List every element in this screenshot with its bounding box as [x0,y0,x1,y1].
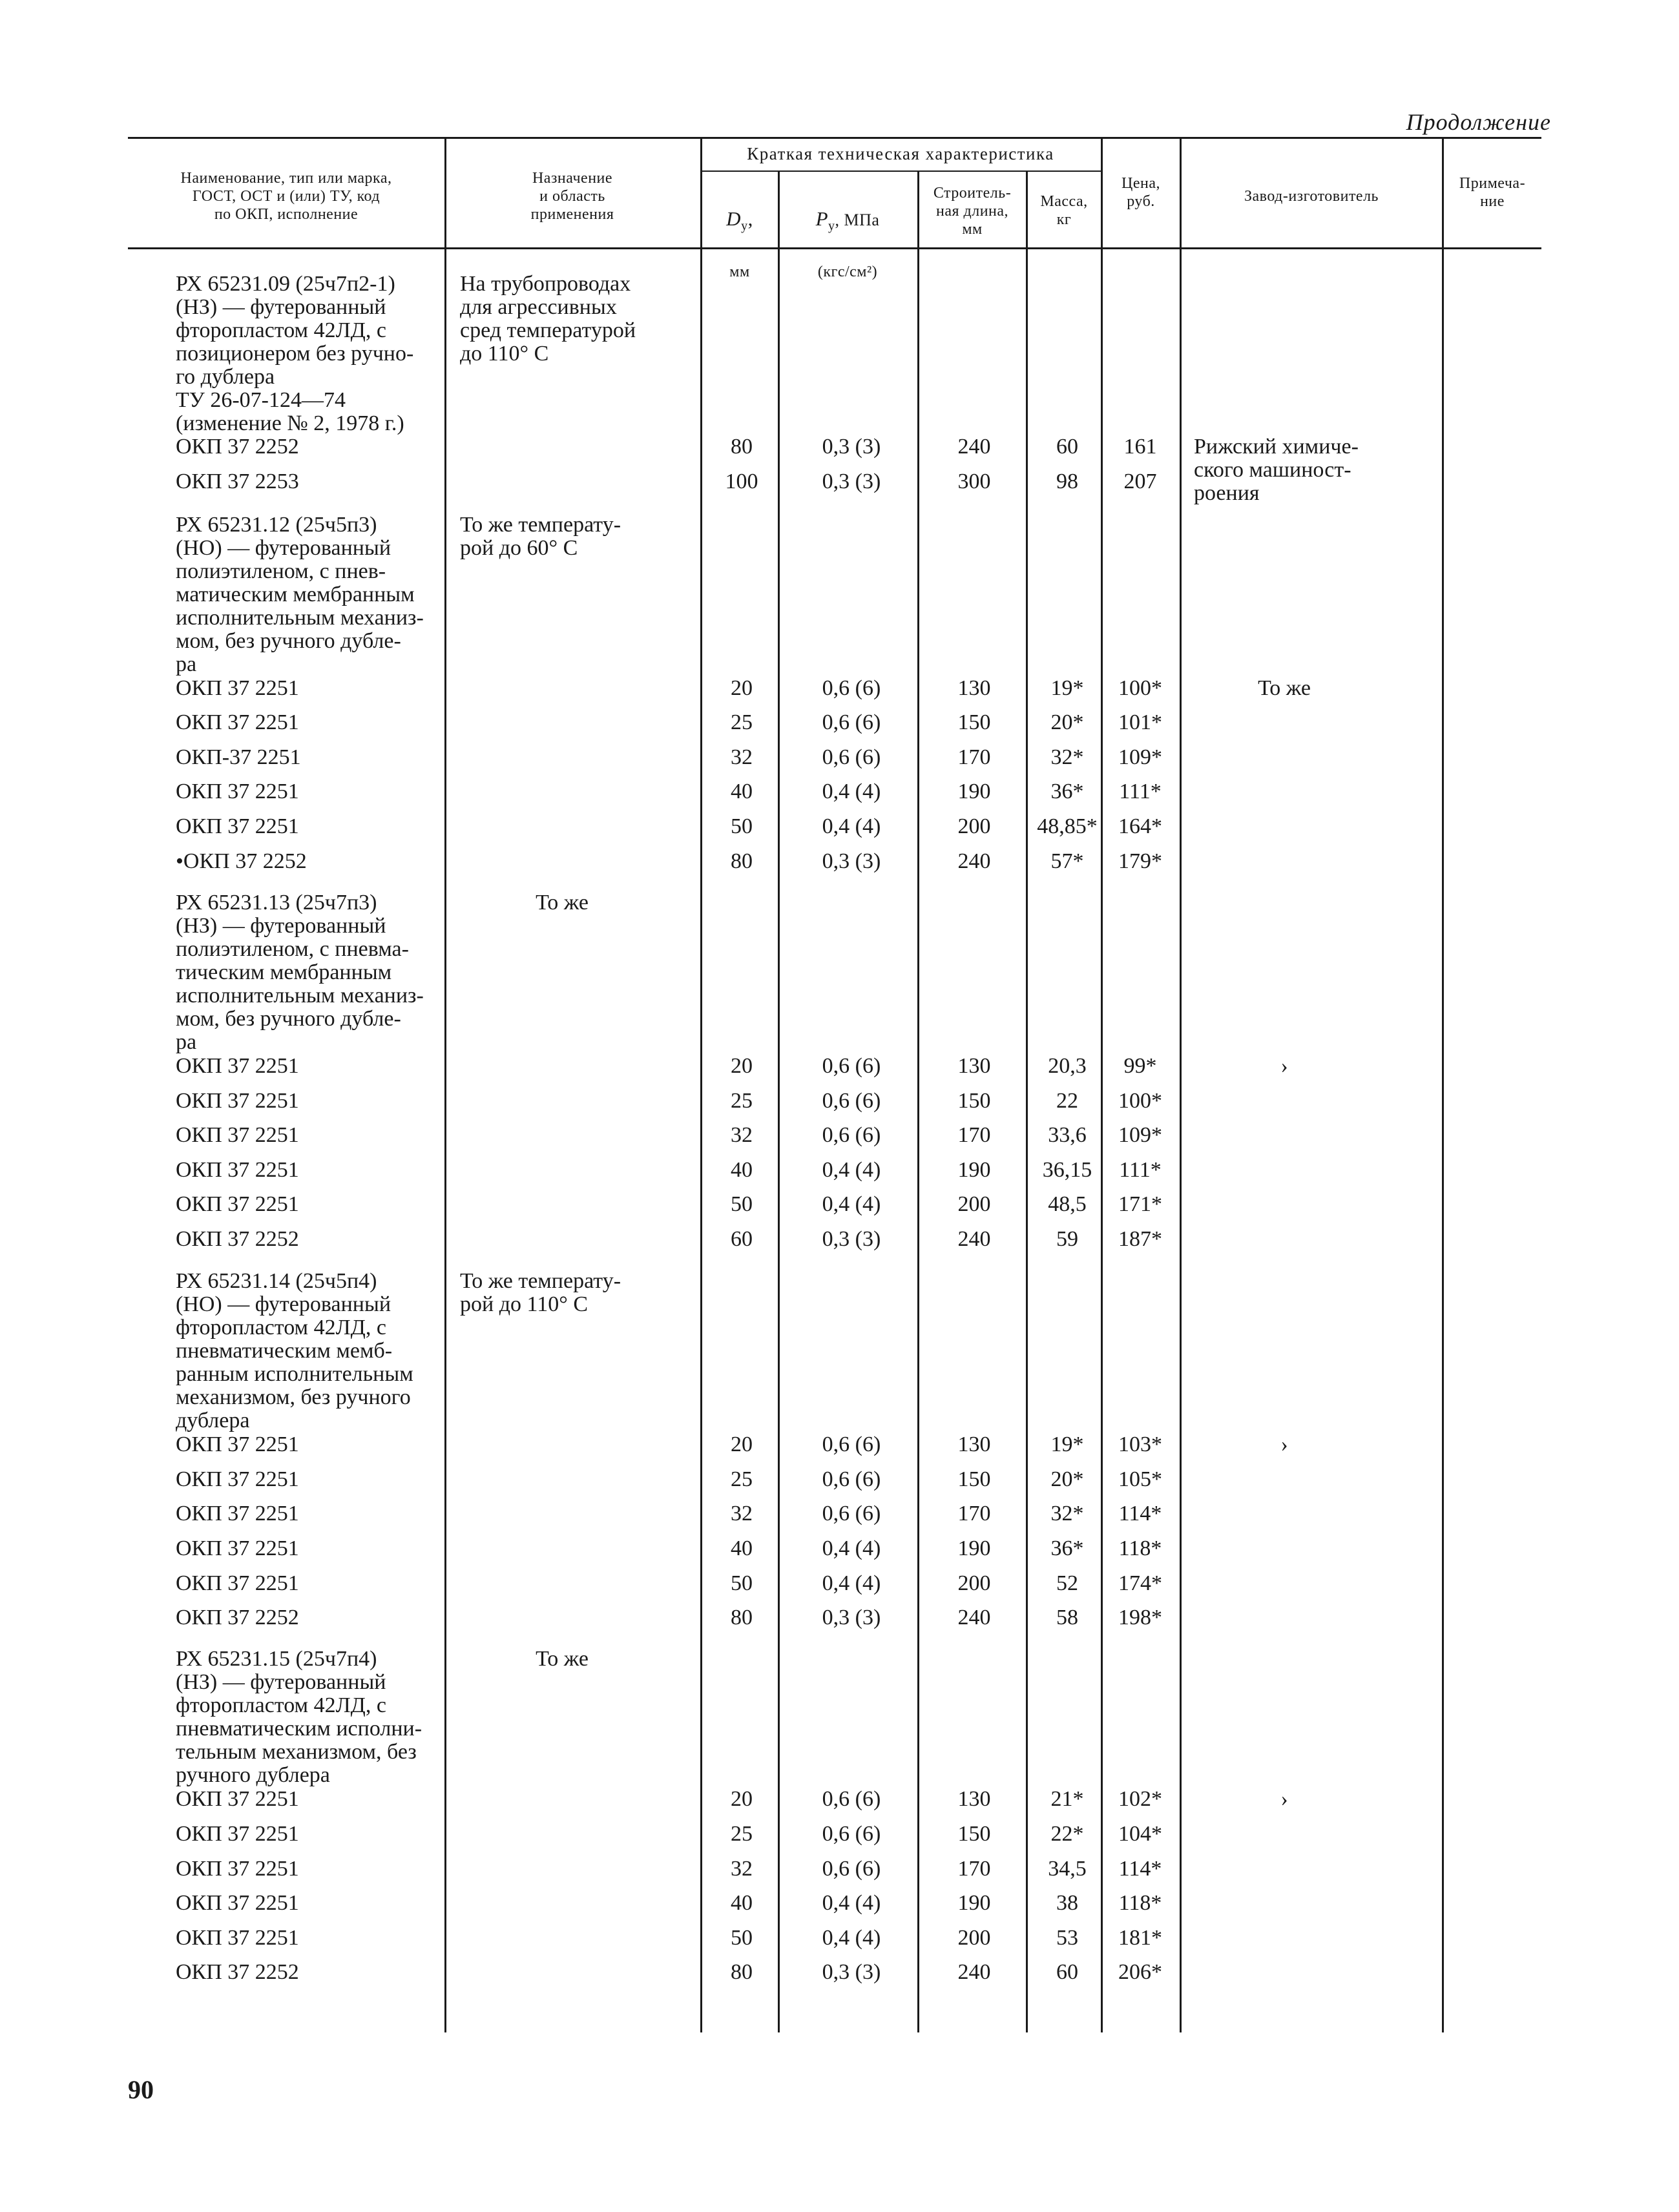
purpose-line: То же температу- [460,513,621,537]
column-divider [1442,137,1444,2032]
dy-value: 40 [731,1891,753,1915]
price-value: 102* [1118,1787,1162,1811]
mass-value: 48,85* [1037,814,1098,838]
price-value: 207 [1123,470,1157,493]
py-value: 0,6 (6) [822,1123,881,1147]
mass-value: 34,5 [1048,1857,1087,1881]
item-description-line: пневматическим исполни- [176,1717,422,1741]
dy-value: 20 [731,1787,753,1811]
price-value: 206* [1118,1960,1162,1984]
plant-value: То же [1258,676,1311,700]
dy-value: 32 [731,1123,753,1147]
okp-code: ОКП 37 2251 [176,1857,299,1881]
header-purpose: Назначение и область применения [530,170,614,223]
item-description-line: (изменение № 2, 1978 г.) [176,411,404,435]
okp-code: ОКП 37 2251 [176,1432,299,1456]
length-value: 170 [957,1857,991,1881]
okp-code: ОКП 37 2251 [176,1787,299,1811]
header-py [816,186,880,283]
column-divider [1026,171,1028,2032]
okp-code: ОКП 37 2251 [176,1158,299,1182]
length-value: 150 [957,1822,991,1846]
okp-code: ОКП 37 2252 [176,435,299,459]
item-description-line: полиэтиленом, с пнев- [176,559,386,583]
plant-value: › [1280,1432,1288,1456]
py-value: 0,4 (4) [822,1571,881,1595]
purpose-line: до 110° С [460,342,549,366]
item-description-line: РХ 65231.13 (25ч7п3) [176,891,377,915]
purpose-line: То же [536,1647,589,1671]
mass-value: 22* [1050,1822,1084,1846]
price-value: 105* [1118,1467,1162,1491]
header-price: Цена, руб. [1121,175,1160,210]
okp-code: ОКП 37 2251 [176,1571,299,1595]
py-value: 0,6 (6) [822,1787,881,1811]
py-value: 0,6 (6) [822,745,881,769]
length-value: 190 [957,1158,991,1182]
item-description-line: позиционером без ручно- [176,342,414,366]
py-unit-kgf: (кгс/см²) [817,264,878,281]
okp-code: ОКП 37 2251 [176,1467,299,1491]
item-description-line: (НЗ) — футерованный [176,1670,386,1694]
mass-value: 19* [1050,676,1084,700]
dy-value: 32 [731,1502,753,1525]
dy-value: 40 [731,780,753,803]
item-description-line: фторопластом 42ЛД, с [176,1316,386,1339]
okp-code: ОКП 37 2251 [176,1123,299,1147]
py-subscript: у [828,219,835,234]
mass-value: 53 [1056,1926,1078,1950]
dy-value: 100 [725,470,758,493]
item-description-line: РХ 65231.12 (25ч5п3) [176,513,377,537]
price-value: 174* [1118,1571,1162,1595]
mass-value: 20* [1050,1467,1084,1491]
mass-value: 59 [1056,1227,1078,1251]
plant-line: роения [1194,481,1260,505]
py-value: 0,4 (4) [822,1926,881,1950]
price-value: 111* [1119,780,1162,803]
column-divider [778,171,780,2032]
py-value: 0,3 (3) [822,849,881,873]
length-value: 200 [957,1571,991,1595]
mass-value: 36,15 [1042,1158,1092,1182]
length-value: 130 [957,1054,991,1078]
dy-value: 20 [731,1054,753,1078]
header-note: Примеча- ние [1459,175,1526,210]
dy-unit: мм [729,264,750,281]
length-value: 130 [957,1432,991,1456]
mass-value: 98 [1056,470,1078,493]
dy-value: 80 [731,1960,753,1984]
page-number: 90 [128,2075,154,2104]
length-value: 170 [957,745,991,769]
py-value: 0,6 (6) [822,1502,881,1525]
dy-symbol: D [726,207,742,230]
mass-value: 58 [1056,1606,1078,1629]
length-value: 150 [957,1089,991,1113]
mass-value: 20* [1050,710,1084,734]
price-value: 171* [1118,1192,1162,1216]
price-value: 101* [1118,710,1162,734]
okp-code: ОКП 37 2251 [176,676,299,700]
item-description-line: (НЗ) — футерованный [176,295,386,319]
okp-code: ОКП 37 2252 [176,1606,299,1629]
item-description-line: фторопластом 42ЛД, с [176,318,386,342]
length-value: 200 [957,1192,991,1216]
column-divider [917,171,919,2032]
dy-value: 20 [731,1432,753,1456]
py-value: 0,4 (4) [822,814,881,838]
mass-value: 36* [1050,1536,1084,1560]
item-description-line: (НЗ) — футерованный [176,914,386,938]
item-description-line: матическим мембранным [176,583,415,606]
length-value: 130 [957,676,991,700]
header-length: Строитель- ная длина, мм [933,185,1012,238]
price-value: 181* [1118,1926,1162,1950]
length-value: 200 [957,1926,991,1950]
item-description-line: ТУ 26-07-124—74 [176,388,346,412]
mass-value: 19* [1050,1432,1084,1456]
py-value: 0,3 (3) [822,470,881,493]
py-value: 0,3 (3) [822,435,881,459]
py-value: 0,6 (6) [822,676,881,700]
length-value: 240 [957,1606,991,1629]
table-top-rule [128,137,1541,139]
item-description-line: полиэтиленом, с пневма- [176,937,409,961]
mass-value: 57* [1050,849,1084,873]
price-value: 99* [1123,1054,1157,1078]
py-value: 0,6 (6) [822,1432,881,1456]
okp-code: ОКП 37 2251 [176,710,299,734]
purpose-line: рой до 60° С [460,536,578,560]
dy-value: 25 [731,1089,753,1113]
okp-code: •ОКП 37 2252 [176,849,307,873]
okp-code: ОКП 37 2251 [176,1926,299,1950]
okp-code: ОКП 37 2251 [176,1192,299,1216]
py-value: 0,3 (3) [822,1960,881,1984]
item-description-line: ра [176,652,197,676]
item-description-line: исполнительным механиз- [176,984,424,1008]
length-value: 240 [957,849,991,873]
py-value: 0,6 (6) [822,1822,881,1846]
item-description-line: пневматическим мемб- [176,1339,393,1363]
column-divider [1180,137,1182,2032]
okp-code: ОКП 37 2251 [176,814,299,838]
length-value: 240 [957,1960,991,1984]
okp-code: ОКП 37 2251 [176,1822,299,1846]
column-divider [1101,137,1103,2032]
length-value: 240 [957,1227,991,1251]
dy-value: 80 [731,849,753,873]
mass-value: 33,6 [1048,1123,1087,1147]
dy-value: 50 [731,1926,753,1950]
item-description-line: механизмом, без ручного [176,1385,411,1409]
item-description-line: тельным механизмом, без [176,1740,417,1764]
py-value: 0,6 (6) [822,1467,881,1491]
price-value: 100* [1118,676,1162,700]
okp-code: ОКП 37 2251 [176,780,299,803]
price-value: 104* [1118,1822,1162,1846]
length-value: 240 [957,435,991,459]
py-value: 0,4 (4) [822,1891,881,1915]
okp-code: ОКП 37 2252 [176,1960,299,1984]
length-value: 190 [957,1891,991,1915]
header-mass: Масса, кг [1040,193,1088,228]
item-description-line: (НО) — футерованный [176,1292,391,1316]
length-value: 170 [957,1502,991,1525]
column-divider [444,137,446,2032]
price-value: 164* [1118,814,1162,838]
mass-value: 60 [1056,435,1078,459]
dy-value: 50 [731,1192,753,1216]
length-value: 170 [957,1123,991,1147]
dy-value: 40 [731,1158,753,1182]
item-description-line: ра [176,1030,197,1054]
mass-value: 22 [1056,1089,1078,1113]
price-value: 103* [1118,1432,1162,1456]
mass-value: 21* [1050,1787,1084,1811]
item-description-line: РХ 65231.15 (25ч7п4) [176,1647,377,1671]
okp-code: ОКП 37 2251 [176,1536,299,1560]
dy-value: 25 [731,1822,753,1846]
price-value: 114* [1118,1857,1162,1881]
purpose-line: То же температу- [460,1269,621,1293]
item-description-line: тическим мембранным [176,960,392,984]
dy-value: 32 [731,1857,753,1881]
py-unit: , МПа [835,211,880,229]
py-value: 0,4 (4) [822,1536,881,1560]
mass-value: 36* [1050,780,1084,803]
py-value: 0,4 (4) [822,1158,881,1182]
item-description-line: ранным исполнительным [176,1362,413,1386]
okp-code: ОКП 37 2253 [176,470,299,493]
dy-value: 80 [731,1606,753,1629]
brief-spec-underline [700,171,1101,172]
mass-value: 32* [1050,1502,1084,1525]
okp-code: ОКП-37 2251 [176,745,301,769]
header-plant: Завод-изготовитель [1244,188,1379,205]
dy-value: 20 [731,676,753,700]
dy-value: 80 [731,435,753,459]
item-description-line: фторопластом 42ЛД, с [176,1693,386,1717]
mass-value: 52 [1056,1571,1078,1595]
length-value: 130 [957,1787,991,1811]
item-description-line: дублера [176,1409,250,1432]
plant-line: Рижский химиче- [1194,435,1359,459]
py-value: 0,3 (3) [822,1227,881,1251]
dy-value: 40 [731,1536,753,1560]
plant-value: › [1280,1787,1288,1811]
okp-code: ОКП 37 2251 [176,1089,299,1113]
item-description-line: го дублера [176,365,275,389]
dy-value: 32 [731,745,753,769]
purpose-line: То же [536,891,589,915]
mass-value: 32* [1050,745,1084,769]
plant-value: › [1280,1054,1288,1078]
length-value: 300 [957,470,991,493]
continuation-label: Продолжение [1406,109,1551,135]
dy-value: 25 [731,710,753,734]
mass-value: 60 [1056,1960,1078,1984]
length-value: 150 [957,710,991,734]
header-name: Наименование, тип или марка, ГОСТ, ОСТ и (или) ТУ, код по ОКП, исполнение [180,170,392,223]
okp-code: ОКП 37 2251 [176,1502,299,1525]
dy-subscript: у [741,219,748,234]
item-description-line: исполнительным механиз- [176,606,424,630]
dy-value: 25 [731,1467,753,1491]
item-description-line: ручного дублера [176,1763,330,1787]
mass-value: 20,3 [1048,1054,1087,1078]
py-value: 0,6 (6) [822,1089,881,1113]
purpose-line: На трубопроводах [460,272,631,296]
plant-line: ского машиност- [1194,458,1351,482]
purpose-line: рой до 110° С [460,1292,589,1316]
price-value: 198* [1118,1606,1162,1629]
py-value: 0,6 (6) [822,1857,881,1881]
purpose-line: для агрессивных [460,295,617,319]
length-value: 150 [957,1467,991,1491]
length-value: 190 [957,1536,991,1560]
dy-value: 50 [731,1571,753,1595]
price-value: 109* [1118,1123,1162,1147]
item-description-line: мом, без ручного дубле- [176,1007,401,1031]
price-value: 111* [1119,1158,1162,1182]
price-value: 118* [1118,1536,1162,1560]
mass-value: 38 [1056,1891,1078,1915]
item-description-line: РХ 65231.14 (25ч5п4) [176,1269,377,1293]
okp-code: ОКП 37 2251 [176,1054,299,1078]
py-value: 0,3 (3) [822,1606,881,1629]
length-value: 200 [957,814,991,838]
dy-value: 50 [731,814,753,838]
price-value: 161 [1123,435,1157,459]
price-value: 179* [1118,849,1162,873]
length-value: 190 [957,780,991,803]
py-value: 0,6 (6) [822,1054,881,1078]
header-dy: $D_у$, мм [726,207,753,281]
okp-code: ОКП 37 2252 [176,1227,299,1251]
price-value: 109* [1118,745,1162,769]
okp-code: ОКП 37 2251 [176,1891,299,1915]
column-divider [700,137,702,2032]
price-value: 114* [1118,1502,1162,1525]
py-value: 0,4 (4) [822,780,881,803]
price-value: 118* [1118,1891,1162,1915]
item-description-line: (НО) — футерованный [176,536,391,560]
item-description-line: мом, без ручного дубле- [176,629,401,653]
header-brief-spec: Краткая техническая характеристика [747,144,1054,163]
purpose-line: сред температурой [460,318,636,342]
py-symbol: P [815,207,828,230]
py-value: 0,6 (6) [822,710,881,734]
price-value: 100* [1118,1089,1162,1113]
price-value: 187* [1118,1227,1162,1251]
dy-value: 60 [731,1227,753,1251]
mass-value: 48,5 [1048,1192,1087,1216]
item-description-line: РХ 65231.09 (25ч7п2-1) [176,272,395,296]
py-value: 0,4 (4) [822,1192,881,1216]
